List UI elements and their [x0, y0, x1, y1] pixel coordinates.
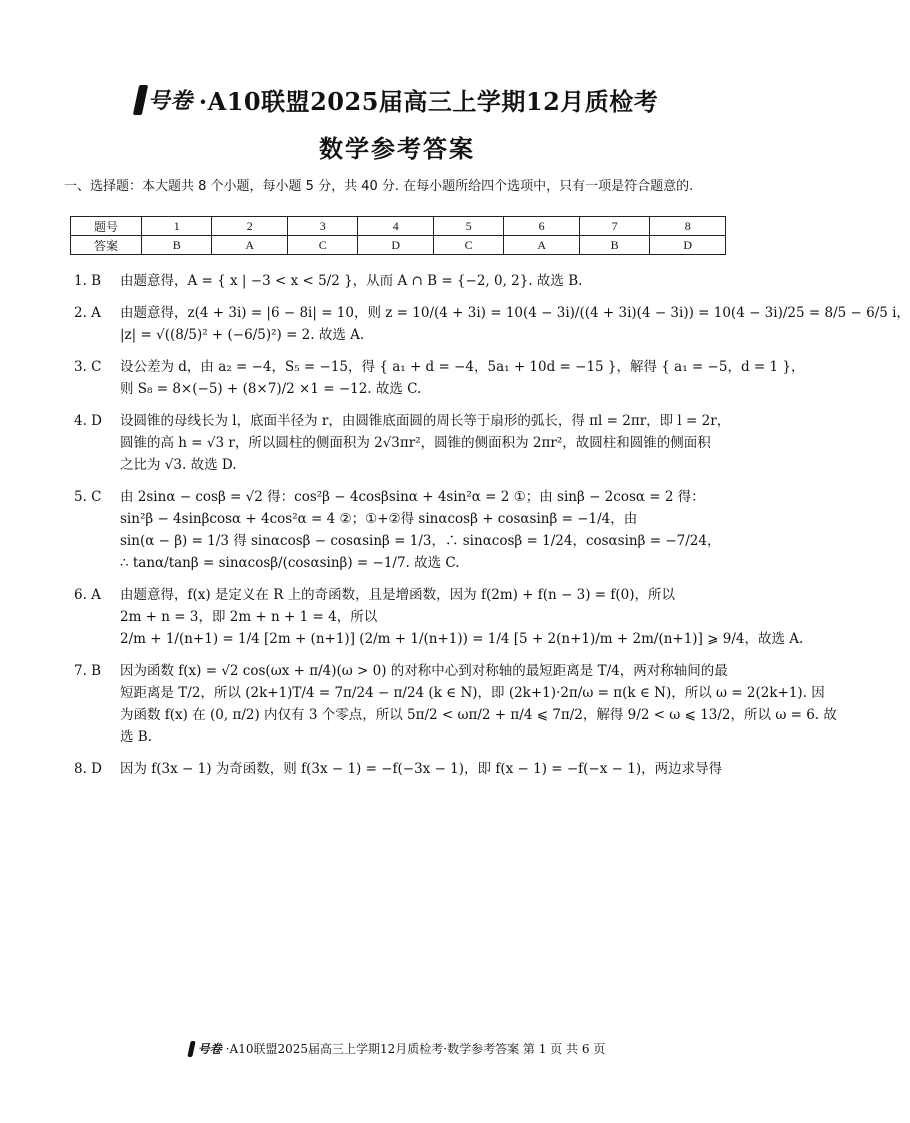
solution-item: [74, 758, 724, 780]
solution-line: 设圆锥的母线长为 l，底面半径为 r，由圆锥底面圆的周长等于扇形的弧长，得 πl = 2πr，即 l = 2r，: [120, 413, 731, 429]
brand-logo-text: 号卷: [147, 88, 193, 114]
solution-number: 8. D: [74, 761, 102, 777]
page-footer: [0, 1040, 794, 1057]
document-header: [0, 82, 794, 164]
answer-table-cell: 6: [504, 217, 580, 236]
solution-line: 则 S₈ = 8×(−5) + (8×7)/2 ×1 = −12. 故选 C.: [120, 381, 422, 397]
solution-number: 1. B: [74, 273, 102, 289]
answer-table-row-numbers: [71, 217, 726, 236]
answer-table-cell: D: [358, 236, 434, 255]
answer-table-cell: C: [287, 236, 357, 255]
answer-table-cell: B: [142, 236, 212, 255]
footer-brand-bar-icon: [187, 1041, 195, 1057]
page-title: ·A10联盟2025届高三上学期12月质检考: [198, 87, 659, 116]
answer-table-cell: A: [212, 236, 288, 255]
answer-table-cell: D: [650, 236, 726, 255]
footer-text: ·A10联盟2025届高三上学期12月质检考·数学参考答案 第 1 页 共 6 页: [225, 1042, 606, 1056]
solution-line: 因为 f(3x − 1) 为奇函数，则 f(3x − 1) = −f(−3x − 1)，即 f(x − 1) = −f(−x − 1)，两边求导得: [120, 761, 723, 777]
solution-line: sin²β − 4sinβcosα + 4cos²α = 4 ②；①+②得 sinαcosβ + cosαsinβ = −1/4，由: [120, 511, 638, 527]
solution-line: 由 2sinα − cosβ = √2 得：cos²β − 4cosβsinα + 4sin²α = 2 ①；由 sinβ − 2cosα = 2 得：: [120, 489, 705, 505]
solution-line: 2m + n = 3，即 2m + n + 1 = 4，所以: [120, 609, 378, 625]
solution-item: [74, 584, 804, 650]
solution-item: [74, 270, 724, 292]
solution-item: [74, 410, 731, 476]
solution-line: ∴ tanα/tanβ = sinαcosβ/(cosαsinβ) = −1/7. 故选 C.: [120, 555, 460, 571]
answer-table-cell: 4: [358, 217, 434, 236]
solution-line: 2/m + 1/(n+1) = 1/4 [2m + (n+1)] (2/m + 1/(n+1)) = 1/4 [5 + 2(n+1)/m + 2m/(n+1)] ⩾ 9/4，故选 A.: [120, 631, 804, 647]
solution-number: 5. C: [74, 489, 102, 505]
title-line: [0, 82, 794, 117]
solution-line: 设公差为 d，由 a₂ = −4，S₅ = −15，得 { a₁ + d = −4，5a₁ + 10d = −15 }，解得 { a₁ = −5，d = 1 }，: [120, 359, 805, 375]
answer-table-cell: C: [433, 236, 503, 255]
answer-table-row-answers: [71, 236, 726, 255]
solution-number: 3. C: [74, 359, 102, 375]
solution-line: sin(α − β) = 1/3 得 sinαcosβ − cosαsinβ = 1/3，∴ sinαcosβ = 1/24，cosαsinβ = −7/24，: [120, 533, 721, 549]
solution-item: [74, 302, 910, 346]
answer-table-cell: A: [504, 236, 580, 255]
answer-table-cell: B: [579, 236, 649, 255]
solution-item: [74, 486, 724, 574]
brand-bar-icon: [133, 85, 148, 115]
solution-number: 7. B: [74, 663, 102, 679]
solution-line: 短距离是 T/2，所以 (2k+1)T/4 = 7π/24 − π/24 (k ∈ N)，即 (2k+1)·2π/ω = π(k ∈ N)，所以 ω = 2(2k+1). 因: [120, 685, 825, 701]
solution-number: 4. D: [74, 413, 102, 429]
answer-table-cell: 2: [212, 217, 288, 236]
answer-table-cell: 8: [650, 217, 726, 236]
page-subtitle: 数学参考答案: [319, 134, 475, 163]
solution-item: [74, 660, 837, 748]
answer-table-cell: 5: [433, 217, 503, 236]
solution-list: [74, 270, 910, 790]
solution-item: [74, 356, 805, 400]
brand-logo: [136, 84, 193, 115]
solution-line: 由题意得，z(4 + 3i) = |6 − 8i| = 10，则 z = 10/(4 + 3i) = 10(4 − 3i)/((4 + 3i)(4 − 3i)) = 10(4 − 3i)/25 = 8/5 − 6/5 i，: [120, 305, 910, 321]
answer-table-header-answer: 答案: [71, 236, 142, 255]
solution-line: 之比为 √3. 故选 D.: [120, 457, 237, 473]
answer-table: [70, 216, 726, 255]
answer-table-header-number: 题号: [71, 217, 142, 236]
solution-line: 由题意得，A = { x | −3 < x < 5/2 }，从而 A ∩ B = {−2, 0, 2}. 故选 B.: [120, 273, 583, 289]
solution-line: |z| = √((8/5)² + (−6/5)²) = 2. 故选 A.: [120, 327, 365, 343]
answer-table-cell: 7: [579, 217, 649, 236]
solution-number: 6. A: [74, 587, 101, 603]
section-intro: 一、选择题：本大题共 8 个小题，每小题 5 分，共 40 分. 在每小题所给四个选项中，只有一项是符合题意的.: [64, 179, 694, 194]
footer-logo-text: 号卷: [197, 1042, 222, 1056]
solution-number: 2. A: [74, 305, 101, 321]
solution-line: 圆锥的高 h = √3 r，所以圆柱的侧面积为 2√3πr²，圆锥的侧面积为 2πr²，故圆柱和圆锥的侧面积: [120, 435, 711, 451]
solution-line: 为函数 f(x) 在 (0, π/2) 内仅有 3 个零点，所以 5π/2 < ωπ/2 + π/4 ⩽ 7π/2，解得 9/2 < ω ⩽ 13/2，所以 ω = 6. 故: [120, 707, 837, 723]
solution-line: 因为函数 f(x) = √2 cos(ωx + π/4)(ω > 0) 的对称中心到对称轴的最短距离是 T/4，两对称轴间的最: [120, 663, 728, 679]
answer-table-cell: 1: [142, 217, 212, 236]
solution-line: 选 B.: [120, 729, 153, 745]
solution-line: 由题意得，f(x) 是定义在 R 上的奇函数，且是增函数，因为 f(2m) + f(n − 3) = f(0)，所以: [120, 587, 676, 603]
answer-table-cell: 3: [287, 217, 357, 236]
